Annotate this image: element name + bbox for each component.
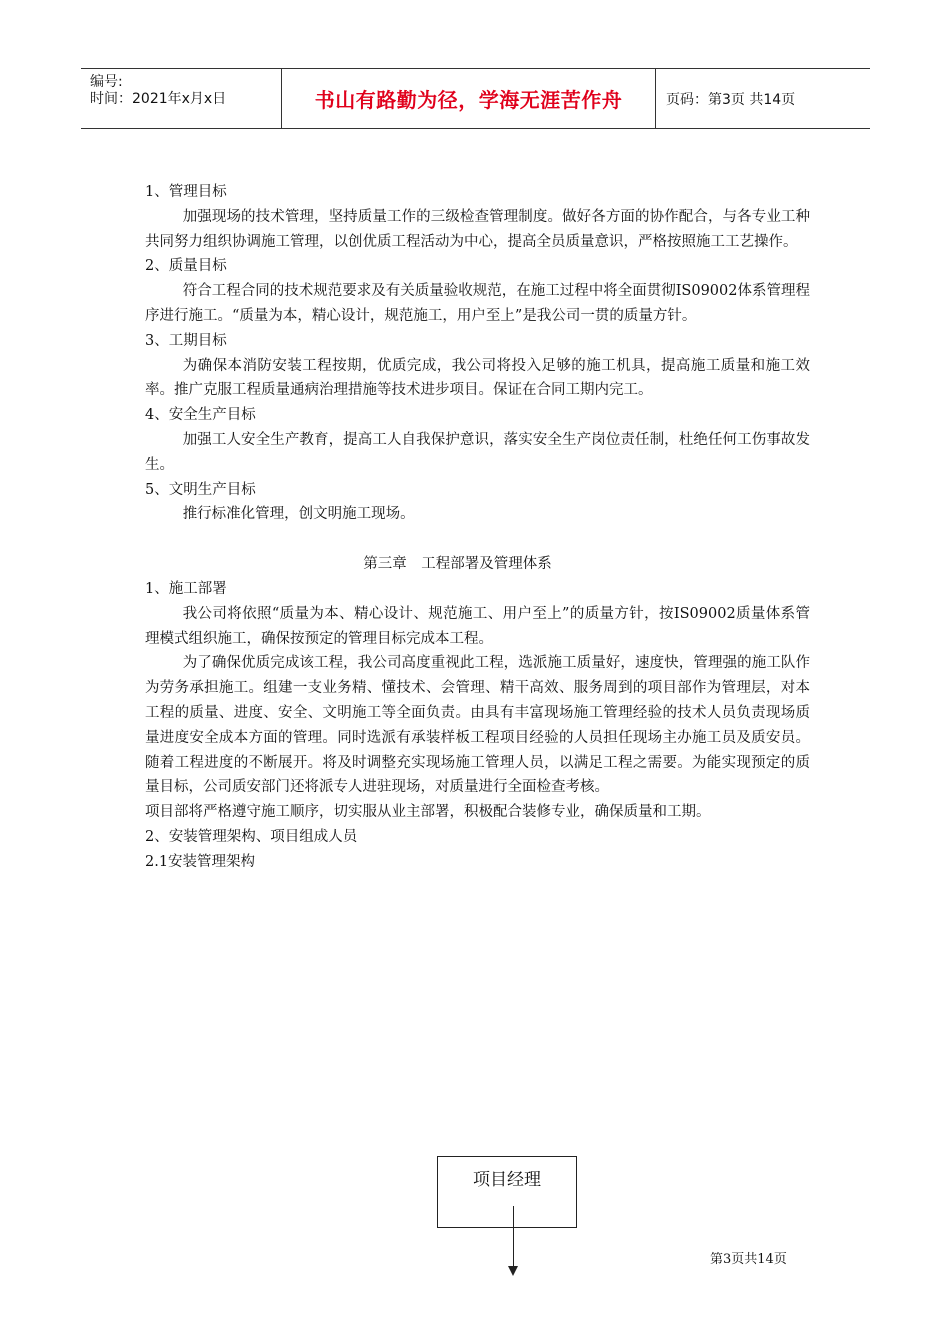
section-heading: 3、工期目标 xyxy=(145,332,227,349)
section-heading: 1、施工部署 xyxy=(145,580,227,597)
section-paragraph: 推行标准化管理，创文明施工现场。 xyxy=(182,506,415,523)
section-heading: 2、安装管理架构、项目组成人员 xyxy=(145,828,358,845)
section-paragraph: 为了确保优质完成该工程，我公司高度重视此工程，选派施工质量好，速度快，管理强的施工队作为劳务承担施工。组建一支业务精、懂技术、会管理、精干高效、服务周到的项目部作为管理层，对本工程的质量、进度、安全、文明施工等全面负责。由具有丰富现场施工管理经验的技术人员负责现场质量进度安全成本方面的管理。同时选派有承装样板工程项目经验的人员担任现场主办施工员及质安员。随着工程进度的不断展开。将及时调整充实现场施工管理人员，以满足工程之需要。为能实现预定的质量目标，公司质安部门还将派专人进驻现场，对质量进行全面检查考核。 xyxy=(145,655,810,796)
org-chart-connector-line xyxy=(513,1206,514,1266)
page-header xyxy=(81,68,870,129)
document-body xyxy=(145,180,810,875)
org-chart-project-manager-box: 项目经理 xyxy=(437,1156,577,1228)
section-paragraph: 符合工程合同的技术规范要求及有关质量验收规范，在施工过程中将全面贯彻IS09002体系管理程序进行施工。“质量为本，精心设计，规范施工，用户至上”是我公司一贯的质量方针。 xyxy=(145,283,810,324)
section-heading: 5、文明生产目标 xyxy=(145,481,256,498)
document-date-label: 时间：2021年x月x日 xyxy=(90,91,227,107)
header-meta-cell xyxy=(81,69,282,128)
header-page-cell xyxy=(656,69,870,128)
section-heading: 1、管理目标 xyxy=(145,184,227,200)
header-page-label: 页码：第3页 共14页 xyxy=(666,91,796,108)
section-heading: 4、安全生产目标 xyxy=(145,407,256,424)
section-paragraph: 项目部将严格遵守施工顺序，切实服从业主部署，积极配合装修专业，确保质量和工期。 xyxy=(145,804,711,821)
header-motto-cell xyxy=(282,69,656,128)
section-paragraph: 加强现场的技术管理，坚持质量工作的三级检查管理制度。做好各方面的协作配合，与各专业工种共同努力组织协调施工管理，以创优质工程活动为中心，提高全员质量意识，严格按照施工工艺操作。 xyxy=(145,208,810,250)
section-heading: 2、质量目标 xyxy=(145,258,227,275)
document-number-label: 编号: xyxy=(90,74,123,90)
page-footer: 第3页共14页 xyxy=(710,1252,787,1267)
subsection-heading: 2.1安装管理架构 xyxy=(145,853,256,870)
header-motto: 书山有路勤为径，学海无涯苦作舟 xyxy=(314,88,623,112)
section-paragraph: 为确保本消防安装工程按期，优质完成，我公司将投入足够的施工机具，提高施工质量和施工效率。推广克服工程质量通病治理措施等技术进步项目。保证在合同工期内完工。 xyxy=(145,357,810,399)
chapter-title: 第三章 工程部署及管理体系 xyxy=(363,556,552,573)
arrow-down-icon xyxy=(508,1266,518,1276)
section-paragraph: 加强工人安全生产教育，提高工人自我保护意识，落实安全生产岗位责任制，杜绝任何工伤事故发生。 xyxy=(145,431,810,473)
section-paragraph: 我公司将依照“质量为本、精心设计、规范施工、用户至上”的质量方针，按IS09002质量体系管理模式组织施工，确保按预定的管理目标完成本工程。 xyxy=(145,605,810,647)
